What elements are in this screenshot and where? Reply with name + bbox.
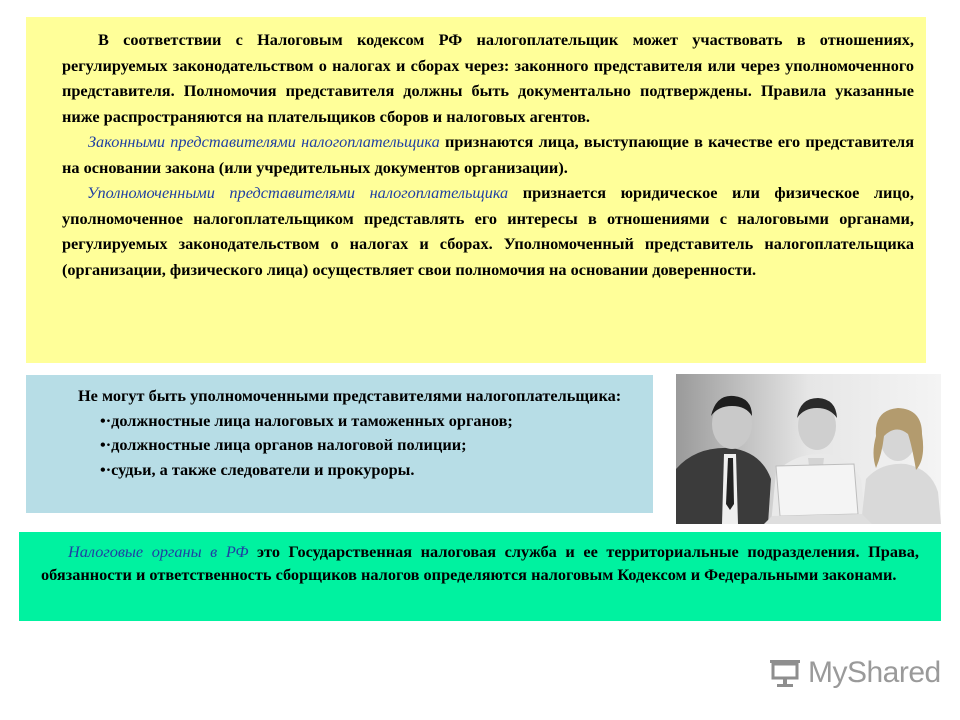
restrictions-block <box>26 375 653 513</box>
tax-authorities-paragraph <box>41 541 919 586</box>
myshared-watermark <box>768 655 941 691</box>
authorized-representatives-definition: признается юридическое или физическое лицо, уполномоченное налогоплательщиком представлять его интересы в отношениями с налоговыми органами, регулируемых законодательством о налогах и сборах. Уполномоченный представитель налогоплательщика (организации, физического лица) осуществляет свои полномочия на основании доверенности. <box>62 183 914 279</box>
legal-representatives-definition: признаются лица, выступающие в качестве его представителя на основании закона (или учредительных документов организации). <box>62 132 914 177</box>
restriction-item: •·должностные лица налоговых и таможенных органов; <box>100 410 513 430</box>
watermark-text: MyShared <box>808 656 941 689</box>
tax-authorities-definition: это Государственная налоговая служба и ее территориальные подразделения. Права, обязанности и ответственность сборщиков налогов определяются налоговым Кодексом и Федеральными законами. <box>41 542 919 584</box>
people-at-laptop-photo <box>676 374 941 524</box>
presentation-board-icon <box>768 656 802 690</box>
tax-authorities-term: Налоговые органы в РФ <box>68 542 249 561</box>
legal-representatives-paragraph <box>62 129 914 180</box>
authorized-representatives-term: Уполномоченными представителями налогоплательщика <box>87 183 509 202</box>
restriction-item: •·должностные лица органов налоговой полиции; <box>100 435 467 454</box>
restrictions-heading: Не могут быть уполномоченными представителями налогоплательщика: <box>78 386 622 405</box>
restriction-item: •·судьи, а также следователи и прокуроры. <box>100 459 415 479</box>
intro-paragraph: В соответствии с Налоговым кодексом РФ налогоплательщик может участвовать в отношениях, регулируемых законодательством о налогах и сборах через: законного представителя или через уполномоченного представителя. Полномочия представителя должны быть документально подтверждены. Правила указанные ниже распространяются на плательщиков сборов и налоговых агентов. <box>62 30 914 126</box>
top-text-block <box>26 17 926 363</box>
authorized-representatives-paragraph <box>62 180 914 282</box>
legal-representatives-term: Законными представителями налогоплательщика <box>88 132 440 151</box>
tax-authorities-block <box>19 532 941 621</box>
